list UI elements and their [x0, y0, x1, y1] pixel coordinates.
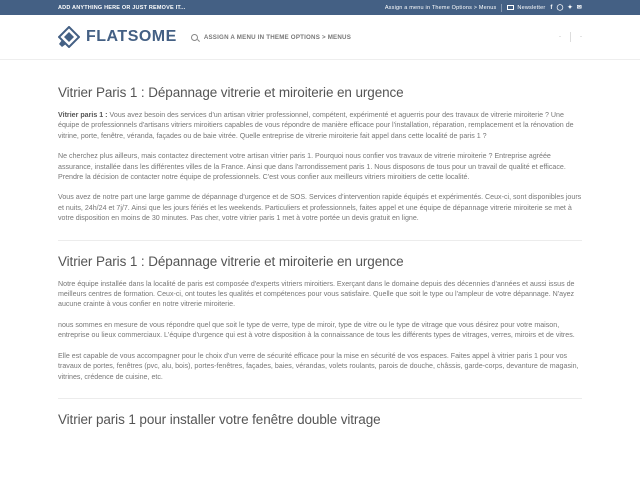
envelope-icon	[507, 5, 514, 10]
logo-mark-icon	[58, 26, 80, 48]
section-divider	[58, 240, 582, 241]
newsletter-label: Newsletter	[517, 4, 546, 11]
section-2-paragraph-3: Elle est capable de vous accompagner pour le choix d'un verre de sécurité efficace pour la mise en sécurité de vos espaces. Faites appel à vitrier paris 1 pour vos travaux de portes, fenêtres (pvc, alu, bois), portes-fenêtres, façades, baies, vérandas, volets roulants, parois de douche, châssis, garde-corps, devanture de magasin, vitrines, crédence de cuisine, etc.	[58, 351, 579, 381]
section-1-lead-bold: Vitrier paris 1 :	[58, 111, 108, 119]
section-1-paragraph-1-text: Vous avez besoin des services d'un artisan vitrier professionnel, compétent, expérimenté et aguerris pour des travaux de vitrerie miroiterie ? Une équipe de professionnels d'artisans vitriers miroitiers capables de vous répondre de manière efficace pour l'installation, réparation, remplacement et la rénovation de vitrine, porte, fenêtre, véranda, façades ou de baie vitrée. Quelle entreprise de vitrerie miroiterie fait appel dans cette localité de paris 1 ?	[58, 111, 574, 140]
newsletter-link[interactable]	[507, 5, 545, 11]
site-logo[interactable]	[58, 26, 177, 48]
section-1-paragraph-2: Ne cherchez plus ailleurs, mais contactez directement votre artisan vitrier paris 1. Pourquoi nous confier vos travaux de vitrerie miroiterie ? Entreprise agréée assurance, installée dans les différentes villes de la France. Ainsi que dans l'arrondissement paris 1. Nous disposons de tous pour un travail de qualité et efficace. Prendre la décision de contacter notre équipe de professionnels. C'est vous confier aux meilleurs vitriers miroitiers de cette localité.	[58, 152, 566, 182]
search-icon[interactable]	[191, 34, 198, 41]
section-1-paragraph-1	[58, 110, 582, 141]
header-right-item-2[interactable]: -	[580, 34, 582, 40]
logo-text: FLATSOME	[86, 28, 177, 45]
topbar-separator	[501, 4, 502, 12]
topbar-announcement: ADD ANYTHING HERE OR JUST REMOVE IT...	[58, 4, 186, 11]
main-nav	[191, 34, 351, 41]
section-3-title: Vitrier paris 1 pour installer votre fenêtre double vitrage	[58, 411, 381, 427]
email-icon[interactable]: ✉	[576, 5, 582, 11]
header-right-item-1[interactable]: -	[559, 34, 561, 40]
social-icons	[550, 4, 582, 11]
section-2-title: Vitrier Paris 1 : Dépannage vitrerie et miroiterie en urgence	[58, 253, 404, 269]
topbar-right	[385, 4, 582, 12]
section-1-title: Vitrier Paris 1 : Dépannage vitrerie et miroiterie en urgence	[58, 85, 404, 100]
header-right-separator	[570, 32, 571, 42]
header-right	[559, 32, 582, 42]
nav-menu-hint[interactable]: ASSIGN A MENU IN THEME OPTIONS > MENUS	[203, 33, 352, 41]
topbar-menu-hint-link[interactable]: Assign a menu in Theme Options > Menus	[384, 4, 497, 11]
twitter-icon[interactable]: ✦	[567, 5, 573, 11]
site-header	[0, 15, 640, 60]
instagram-icon[interactable]: ◯	[556, 5, 564, 11]
section-divider	[58, 398, 582, 399]
facebook-icon[interactable]: f	[550, 4, 553, 11]
page-content	[0, 60, 640, 427]
section-1-paragraph-3: Vous avez de notre part une large gamme de dépannage d'urgence et de SOS. Services d'intervention rapide équipés et expérimentés. Ceux-ci, sont disponibles jours et nuits, 24h/24 et 7j/7. Ainsi que les jours fériés et les weekends. Particuliers et professionnels, faites appel et une équipe de dépannage vitrerie miroiterie se met à votre disposition en moins de 30 minutes. Pas cher, votre vitrier paris 1 met à votre portée un devis gratuit en ligne.	[58, 193, 582, 223]
top-bar	[0, 0, 640, 15]
section-2-paragraph-1: Notre équipe installée dans la localité de paris est composée d'experts vitriers miroitiers. Exerçant dans le domaine depuis des décennies d'années et aussi issus de meilleurs centres de formation. Ceux-ci, ont toutes les qualités et compétences pour vous satisfaire. Quelle que soit le type ou l'ampleur de votre dépannage. N'ayez aucune crainte à vous confier en notre vitrerie miroiterie.	[58, 279, 575, 309]
section-2-paragraph-2: nous sommes en mesure de vous répondre quel que soit le type de verre, type de miroir, type de vitre ou le type de vitrage que vous désirez pour votre maison, entreprise ou lieux commerciaux. L'équipe d'urgence qui est à votre disposition à la connaissance de tous les différents types de vitrages, verres, miroirs et de vitres.	[58, 320, 575, 340]
